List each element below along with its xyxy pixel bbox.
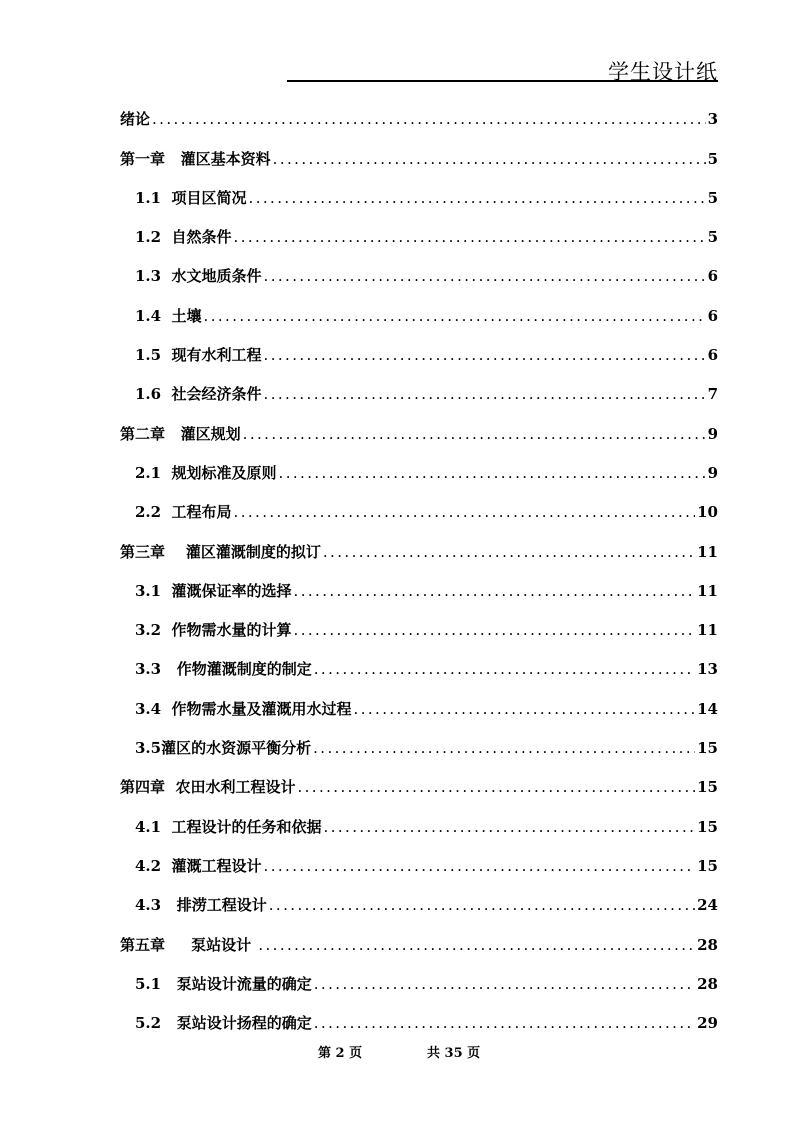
toc-dot-leader (314, 977, 695, 992)
toc-section-entry[interactable] (120, 256, 718, 295)
toc-entry-label: 1.4 土壤 (135, 306, 202, 325)
toc-dot-leader (234, 230, 706, 245)
toc-section-entry[interactable] (120, 846, 718, 885)
toc-entry-label: 第二章 灌区规划 (120, 424, 241, 443)
table-of-contents (120, 99, 718, 1042)
toc-dot-leader (264, 859, 696, 874)
toc-page-number: 5 (707, 149, 718, 168)
toc-dot-leader (294, 623, 696, 638)
toc-dot-leader (314, 662, 695, 677)
toc-dot-leader (313, 741, 695, 756)
toc-page-number: 28 (697, 935, 718, 954)
toc-section-entry[interactable] (120, 688, 718, 727)
toc-chapter-entry[interactable] (120, 99, 718, 138)
toc-page-number: 9 (707, 463, 718, 482)
toc-page-number: 9 (707, 424, 718, 443)
toc-page-number: 28 (697, 974, 718, 993)
toc-chapter-entry[interactable] (120, 924, 718, 963)
toc-page-number: 11 (697, 581, 718, 600)
toc-page-number: 5 (707, 228, 718, 247)
toc-section-entry[interactable] (120, 453, 718, 492)
toc-entry-label: 4.2 灌溉工程设计 (135, 856, 262, 875)
toc-dot-leader (264, 387, 706, 402)
toc-dot-leader (314, 1016, 695, 1031)
toc-dot-leader (234, 505, 696, 520)
document-title: 学生设计纸 (608, 60, 718, 84)
total-pages: 共 35 页 (427, 1046, 481, 1061)
toc-dot-leader (354, 702, 696, 717)
toc-entry-label: 3.2 作物需水量的计算 (135, 621, 292, 640)
header-rule (287, 80, 718, 82)
toc-chapter-entry[interactable] (120, 413, 718, 452)
page-number: 第 2 页 (318, 1046, 363, 1061)
toc-page-number: 6 (707, 306, 718, 325)
toc-chapter-entry[interactable] (120, 138, 718, 177)
toc-section-entry[interactable] (120, 1003, 718, 1042)
toc-entry-label: 3.1 灌溉保证率的选择 (135, 581, 292, 600)
toc-dot-leader (264, 269, 706, 284)
toc-entry-label: 2.1 规划标准及原则 (135, 463, 277, 482)
toc-entry-label: 5.2 泵站设计扬程的确定 (135, 1014, 312, 1033)
toc-dot-leader (269, 898, 695, 913)
toc-entry-label: 1.5 现有水利工程 (135, 346, 262, 365)
toc-page-number: 15 (697, 739, 718, 758)
toc-page-number: 11 (697, 542, 718, 561)
toc-page-number: 5 (707, 188, 718, 207)
toc-section-entry[interactable] (120, 964, 718, 1003)
toc-chapter-entry[interactable] (120, 531, 718, 570)
toc-dot-leader (243, 427, 706, 442)
toc-entry-label: 第五章 泵站设计 (120, 935, 257, 954)
toc-section-entry[interactable] (120, 649, 718, 688)
toc-entry-label: 2.2 工程布局 (135, 503, 232, 522)
toc-dot-leader (324, 820, 696, 835)
toc-entry-label: 3.3 作物灌溉制度的制定 (135, 660, 312, 679)
toc-chapter-entry[interactable] (120, 767, 718, 806)
toc-section-entry[interactable] (120, 492, 718, 531)
toc-section-entry[interactable] (120, 885, 718, 924)
toc-page-number: 29 (697, 1014, 718, 1033)
toc-dot-leader (264, 348, 706, 363)
toc-dot-leader (279, 466, 706, 481)
toc-section-entry[interactable] (120, 217, 718, 256)
toc-entry-label: 3.5灌区的水资源平衡分析 (135, 739, 312, 758)
toc-entry-label: 1.3 水文地质条件 (135, 267, 262, 286)
toc-dot-leader (273, 152, 706, 167)
toc-page-number: 3 (707, 110, 718, 129)
toc-page-number: 13 (697, 660, 718, 679)
toc-dot-leader (323, 545, 695, 560)
toc-page-number: 6 (707, 267, 718, 286)
toc-entry-label: 第三章 灌区灌溉制度的拟订 (120, 542, 321, 561)
toc-entry-label: 3.4 作物需水量及灌溉用水过程 (135, 699, 352, 718)
toc-dot-leader (152, 112, 706, 127)
toc-section-entry[interactable] (120, 610, 718, 649)
toc-section-entry[interactable] (120, 728, 718, 767)
toc-dot-leader (297, 780, 695, 795)
toc-page-number: 10 (697, 503, 718, 522)
toc-entry-label: 1.2 自然条件 (135, 228, 232, 247)
toc-page-number: 15 (697, 817, 718, 836)
toc-dot-leader (258, 938, 695, 953)
toc-page-number: 11 (697, 621, 718, 640)
toc-page-number: 15 (697, 778, 718, 797)
toc-page-number: 24 (697, 896, 718, 915)
toc-section-entry[interactable] (120, 295, 718, 334)
toc-section-entry[interactable] (120, 374, 718, 413)
toc-page-number: 6 (707, 346, 718, 365)
toc-section-entry[interactable] (120, 178, 718, 217)
toc-entry-label: 5.1 泵站设计流量的确定 (135, 974, 312, 993)
toc-page-number: 14 (697, 699, 718, 718)
toc-entry-label: 第四章 农田水利工程设计 (120, 778, 296, 797)
toc-entry-label: 4.1 工程设计的任务和依据 (135, 817, 322, 836)
toc-dot-leader (294, 584, 696, 599)
toc-section-entry[interactable] (120, 335, 718, 374)
toc-entry-label: 第一章 灌区基本资料 (120, 149, 271, 168)
toc-page-number: 7 (707, 385, 718, 404)
toc-entry-label: 1.6 社会经济条件 (135, 385, 262, 404)
toc-section-entry[interactable] (120, 806, 718, 845)
toc-entry-label: 4.3 排涝工程设计 (135, 896, 267, 915)
toc-dot-leader (204, 309, 706, 324)
toc-entry-label: 1.1 项目区简况 (135, 188, 247, 207)
toc-section-entry[interactable] (120, 571, 718, 610)
toc-dot-leader (249, 191, 706, 206)
toc-page-number: 15 (697, 856, 718, 875)
toc-entry-label: 绪论 (120, 110, 151, 129)
